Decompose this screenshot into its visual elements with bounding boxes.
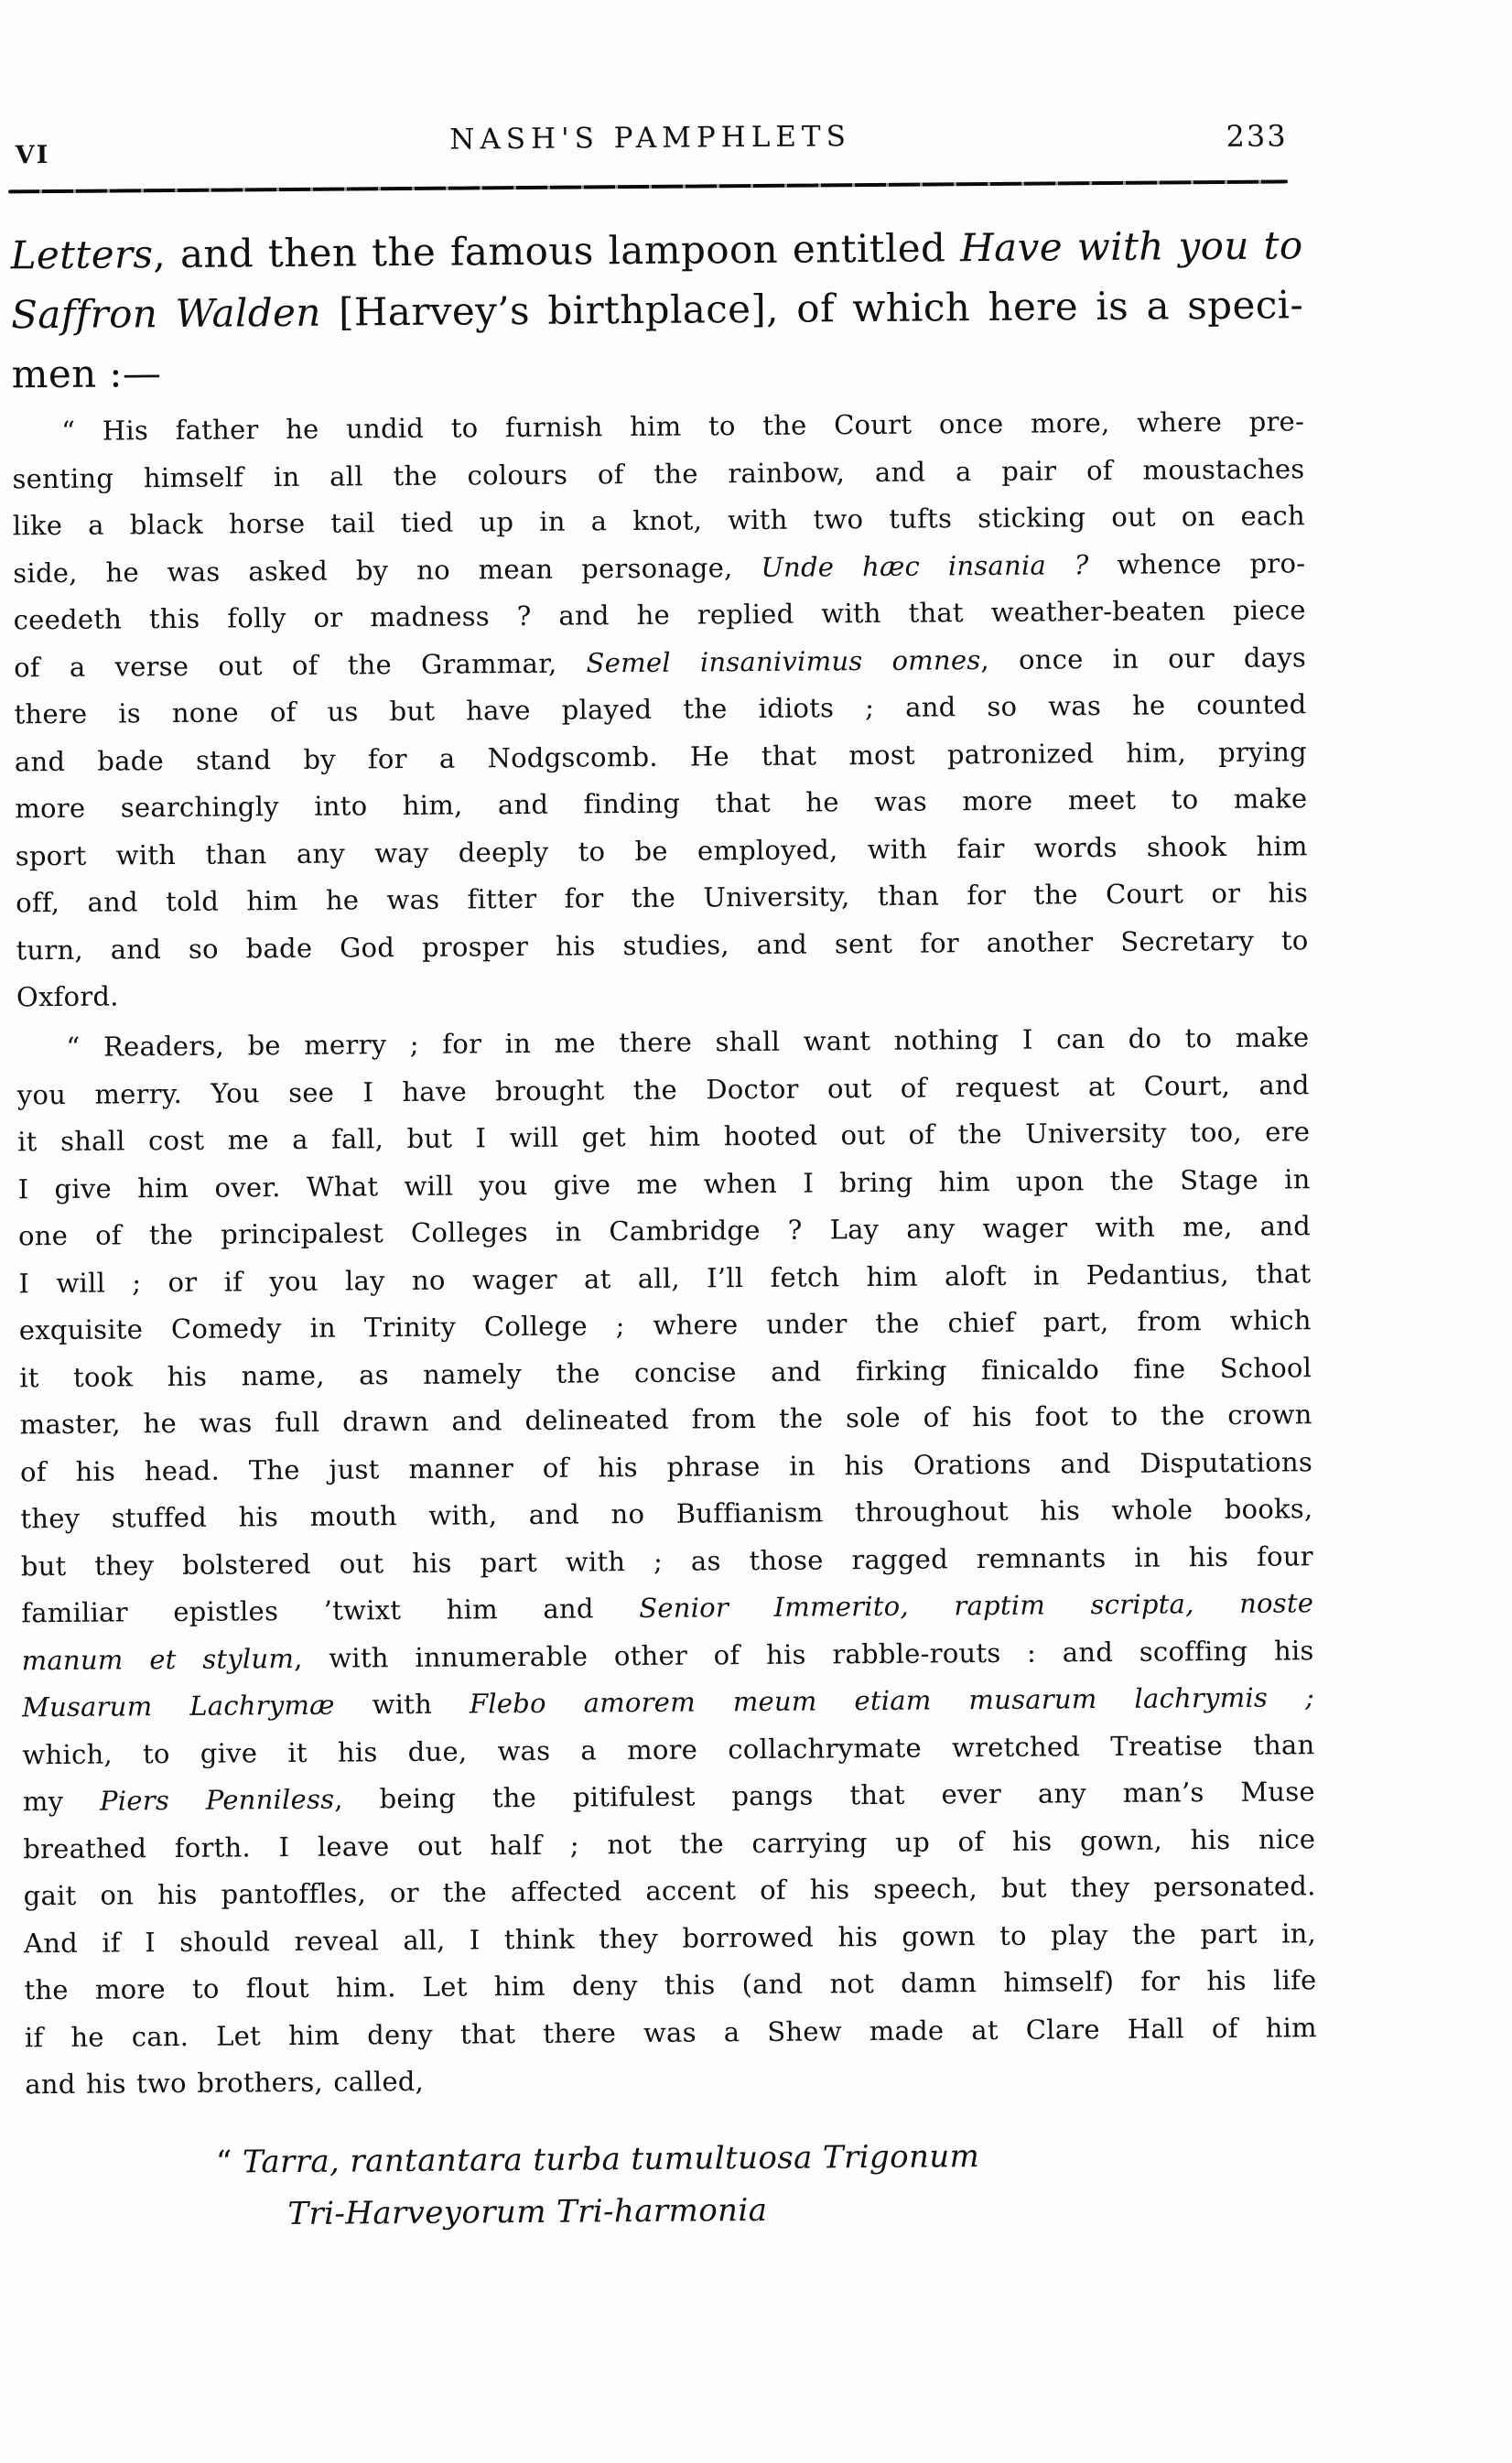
- text-line: master, he was full drawn and delineated from the sole of his foot to the crown: [19, 1399, 1312, 1441]
- text-line: if he can. Let him deny that there was a Shew made at Clare Hall of him: [24, 2011, 1317, 2053]
- text-line: which, to give it his due, was a more collachrymate wretched Treatise than: [22, 1728, 1315, 1770]
- text-line: one of the principalest Colleges in Cambridge ? Lay any wager with me, and: [17, 1210, 1312, 1252]
- text-line: And if I should reveal all, I think they borrowed his gown to play the part in,: [23, 1917, 1317, 1959]
- text-line: the more to flout him. Let him deny this (and not damn himself) for his life: [24, 1964, 1317, 2006]
- text-line: “ His father he undid to furnish him to the Court once more, where pre-: [60, 405, 1305, 447]
- text-line: side, he was asked by no mean personage, Unde hæc insania ? whence pro-: [13, 546, 1306, 589]
- text-line: gait on his pantoffles, or the affected accent of his speech, but they personated.: [23, 1870, 1316, 1912]
- text-line: my Piers Penniless, being the pitifulest pangs that ever any man’s Muse: [22, 1776, 1315, 1818]
- text-line: exquisite Comedy in Trinity College ; where under the chief part, from which: [18, 1304, 1312, 1346]
- text-line: senting himself in all the colours of the rainbow, and a pair of moustaches: [12, 452, 1305, 494]
- volume-numeral: VI: [15, 141, 50, 170]
- text-line: I will ; or if you lay no wager at all, I’ll fetch him aloft in Pedantius, that: [18, 1257, 1312, 1299]
- intro-paragraph: [10, 215, 1303, 404]
- text-line: there is none of us but have played the idiots ; and so was he counted: [14, 688, 1307, 730]
- text-line: off, and told him he was fitter for the University, than for the Court or his: [16, 877, 1309, 919]
- text-line: more searchingly into him, and finding that he was more meet to make: [15, 783, 1308, 825]
- header-rule: [8, 179, 1288, 193]
- text-line: I give him over. What will you give me when I bring him upon the Stage in: [17, 1162, 1311, 1204]
- text-line: Tri-Harveyorum Tri-harmonia: [287, 2191, 768, 2233]
- text-line: Musarum Lachrymæ with Flebo amorem meum etiam musarum lachrymis ;: [21, 1681, 1315, 1723]
- page-number: 233: [1226, 118, 1288, 154]
- verse-quote: [216, 2129, 1224, 2242]
- text-line: Oxford.: [16, 980, 119, 1013]
- text-line: but they bolstered out his part with ; as those ragged remnants in his four: [20, 1539, 1313, 1582]
- text-line: familiar epistles ’twixt him and Senior Immerito, raptim scripta, noste: [21, 1587, 1314, 1629]
- text-line: men :—: [11, 351, 162, 397]
- text-line: of a verse out of the Grammar, Semel insanivimus omnes, once in our days: [14, 641, 1307, 683]
- text-line: you merry. You see I have brought the Doctor out of request at Court, and: [16, 1068, 1310, 1110]
- quote-paragraph-2: [16, 1014, 1317, 2109]
- text-line: manum et stylum, with innumerable other of his rabble-routs : and scoffing his: [21, 1634, 1314, 1676]
- text-line: “ Readers, be merry ; for in me there shall want nothing I can do to make: [66, 1021, 1310, 1063]
- text-line: Letters, and then the famous lampoon entitled Have with you to: [10, 222, 1303, 278]
- text-line: of his head. The just manner of his phrase in his Orations and Disputations: [19, 1445, 1313, 1487]
- text-line: and bade stand by for a Nodgscomb. He that most patronized him, prying: [14, 735, 1308, 777]
- text-line: breathed forth. I leave out half ; not the carrying up of his gown, his nice: [23, 1822, 1316, 1864]
- text-line: like a black horse tail tied up in a knot, with two tufts sticking out on each: [12, 500, 1306, 542]
- text-line: it took his name, as namely the concise and firking finicaldo fine School: [19, 1351, 1312, 1393]
- text-line: they stuffed his mouth with, and no Buffianism throughout his whole books,: [20, 1493, 1313, 1535]
- quote-paragraph-1: [12, 398, 1309, 1021]
- text-line: turn, and so bade God prosper his studies, and sent for another Secretary to: [16, 924, 1309, 966]
- text-line: and his two brothers, called,: [25, 2065, 425, 2101]
- text-line: ceedeth this folly or madness ? and he replied with that weather-beaten piece: [13, 594, 1306, 636]
- text-line: Saffron Walden [Harvey’s birthplace], of which here is a speci-: [10, 282, 1304, 338]
- running-title: NASH'S PAMPHLETS: [449, 120, 852, 157]
- running-header: [13, 114, 1287, 179]
- text-line: sport with than any way deeply to be employed, with fair words shook him: [15, 829, 1308, 871]
- text-line: “ Tarra, rantantara turba tumultuosa Trigonum: [215, 2138, 980, 2181]
- text-line: it shall cost me a fall, but I will get him hooted out of the University too, ere: [17, 1116, 1311, 1158]
